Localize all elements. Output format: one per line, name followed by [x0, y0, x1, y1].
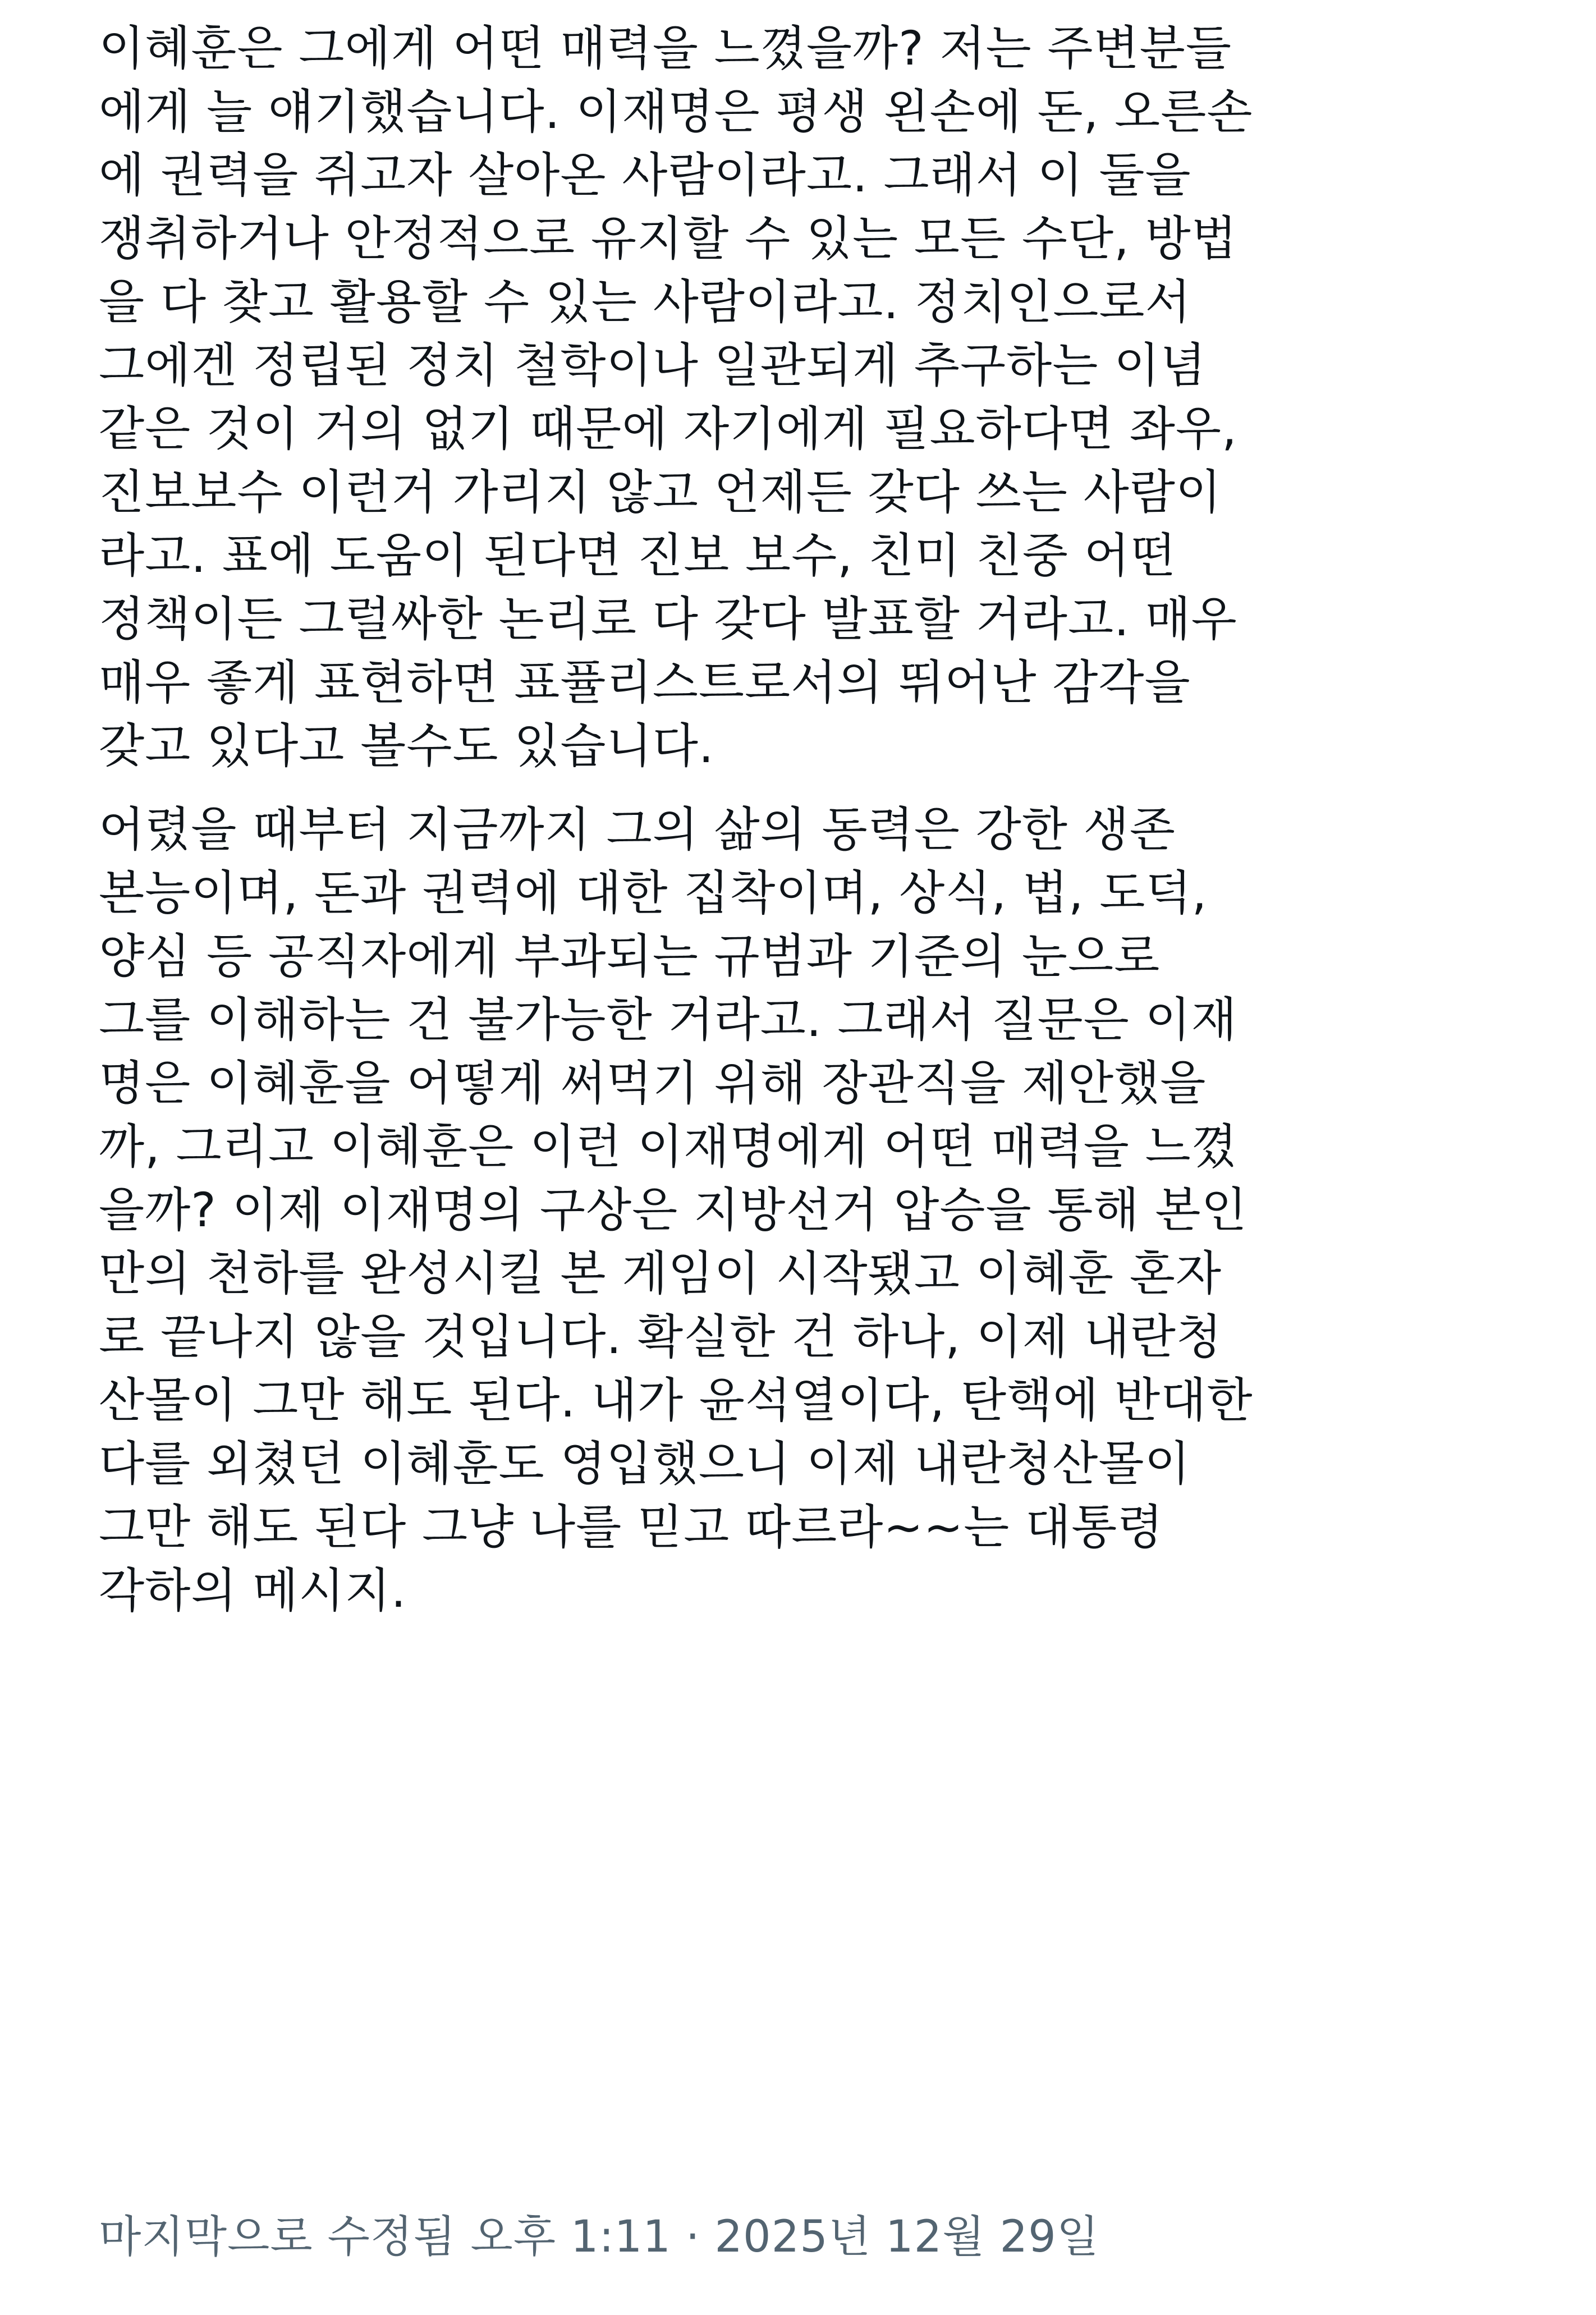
- post-text-line: 갖고 있다고 볼수도 있습니다.: [99, 718, 714, 773]
- post-text-line: 양심 등 공직자에게 부과되는 규범과 기준의 눈으로: [99, 929, 1161, 984]
- post-text-line: 그에겐 정립된 정치 철학이나 일관되게 추구하는 이념: [99, 338, 1207, 393]
- post-text-line: 그만 해도 된다 그냥 나를 믿고 따르라~~는 대통령: [99, 1500, 1164, 1555]
- post-text-line: 진보보수 이런거 가리지 않고 언제든 갖다 쓰는 사람이: [99, 465, 1222, 520]
- post-text-line: 을 다 찾고 활용할 수 있는 사람이라고. 정치인으로서: [99, 274, 1191, 329]
- post-text-line: 까, 그리고 이혜훈은 이런 이재명에게 어떤 매력을 느꼈: [99, 1119, 1237, 1174]
- post-text-line: 어렸을 때부터 지금까지 그의 삶의 동력은 강한 생존: [99, 802, 1176, 857]
- post-text-line: 로 끝나지 않을 것입니다. 확실한 건 하나, 이제 내란청: [99, 1309, 1223, 1364]
- post-paragraph-2: [99, 798, 1513, 1622]
- post-text-line: 이혜훈은 그에게 어떤 매력을 느꼈을까? 저는 주변분들: [99, 21, 1232, 76]
- post-text-line: 에게 늘 얘기했습니다. 이재명은 평생 왼손에 돈, 오른손: [99, 84, 1253, 139]
- post-text-line: 명은 이혜훈을 어떻게 써먹기 위해 장관직을 제안했을: [99, 1056, 1207, 1111]
- post-text-line: 라고. 표에 도움이 된다면 진보 보수, 친미 친중 어떤: [99, 528, 1176, 583]
- post-text-line: 그를 이해하는 건 불가능한 거라고. 그래서 질문은 이재: [99, 992, 1237, 1047]
- post-text-line: 본능이며, 돈과 권력에 대한 집착이며, 상식, 법, 도덕,: [99, 865, 1208, 920]
- paragraph-spacer: [99, 778, 1513, 798]
- post-text-line: 쟁취하거나 안정적으로 유지할 수 있는 모든 수단, 방법: [99, 211, 1237, 266]
- post-text-line: 에 권력을 쥐고자 살아온 사람이라고. 그래서 이 둘을: [99, 148, 1191, 203]
- post-text-line: 정책이든 그럴싸한 논리로 다 갖다 발표할 거라고. 매우: [99, 592, 1237, 647]
- post-text-line: 산몰이 그만 해도 된다. 내가 윤석열이다, 탄핵에 반대한: [99, 1373, 1253, 1428]
- post-text-line: 을까? 이제 이재명의 구상은 지방선거 압승을 통해 본인: [99, 1182, 1248, 1237]
- post-paragraph-1: [99, 17, 1513, 778]
- post-edited-timestamp[interactable]: 마지막으로 수정됨 오후 1:11 · 2025년 12월 29일: [99, 2212, 1100, 2262]
- post-text-line: 만의 천하를 완성시킬 본 게임이 시작됐고 이혜훈 혼자: [99, 1246, 1222, 1301]
- post-body: [99, 17, 1513, 1622]
- post-text-line: 다를 외쳤던 이혜훈도 영입했으니 이제 내란청산몰이: [99, 1436, 1191, 1491]
- post-text-line: 각하의 메시지.: [99, 1563, 407, 1618]
- post-text-line: 매우 좋게 표현하면 표퓰리스트로서의 뛰어난 감각을: [99, 655, 1191, 710]
- post-text-line: 같은 것이 거의 없기 때문에 자기에게 필요하다면 좌우,: [99, 401, 1237, 456]
